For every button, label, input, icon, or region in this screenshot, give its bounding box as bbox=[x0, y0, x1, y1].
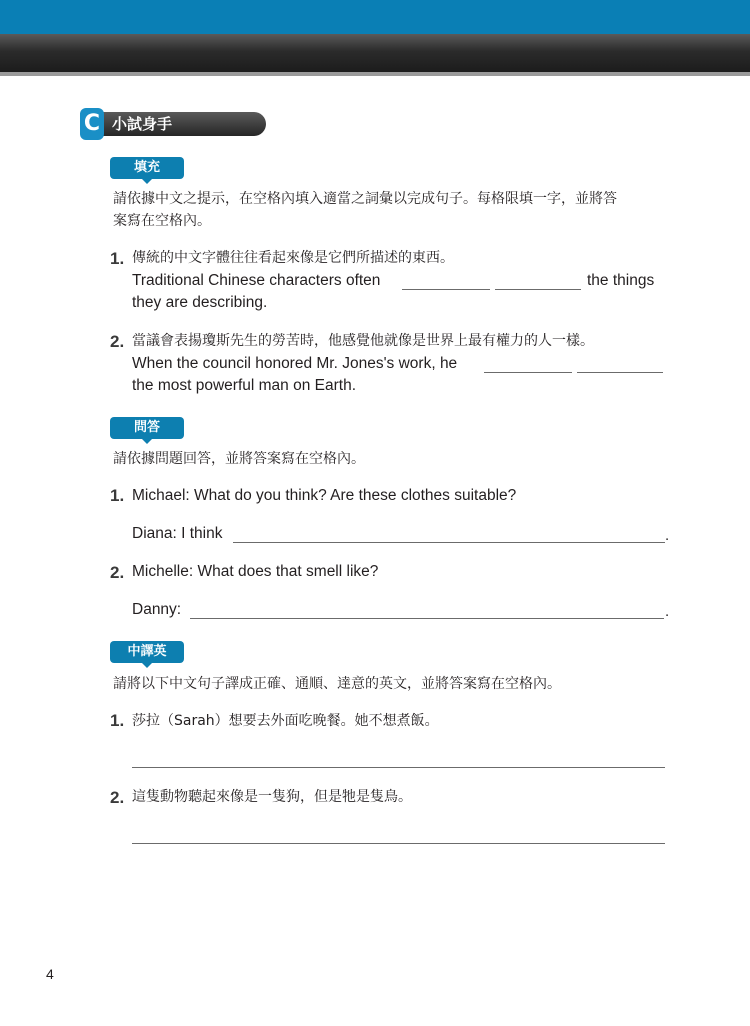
section-badge: C bbox=[80, 108, 104, 140]
section-title: 小試身手 bbox=[112, 115, 173, 133]
qa-item-2-question: Michelle: What does that smell like? bbox=[132, 563, 379, 580]
qa-item-2-answer-prefix: Danny: bbox=[132, 601, 182, 618]
fill-item-2-blank-2[interactable] bbox=[577, 372, 663, 373]
fill-item-1-english-line2: they are describing. bbox=[132, 294, 268, 311]
translate-item-2-answer-line[interactable] bbox=[132, 843, 665, 844]
qa-tab: 問答 bbox=[110, 417, 184, 439]
translate-item-2-text: 這隻動物聽起來像是一隻狗，但是牠是隻鳥。 bbox=[132, 789, 412, 805]
qa-item-2-number: 2. bbox=[110, 563, 125, 582]
fill-item-1-chinese: 傳統的中文字體往往看起來像是它們所描述的東西。 bbox=[132, 250, 454, 266]
fill-item-2-chinese: 當議會表揚瓊斯先生的勞苦時，他感覺他就像是世界上最有權力的人一樣。 bbox=[132, 333, 594, 349]
fill-instruction-line1: 請依據中文之提示，在空格內填入適當之詞彙以完成句子。每格限填一字，並將答 bbox=[113, 191, 617, 207]
translate-item-1-answer-line[interactable] bbox=[132, 767, 665, 768]
qa-item-1-answer-prefix: Diana: I think bbox=[132, 525, 223, 542]
fill-item-2-number: 2. bbox=[110, 332, 125, 351]
qa-item-1-answer-line[interactable] bbox=[233, 542, 665, 543]
fill-instruction-line2: 案寫在空格內。 bbox=[113, 213, 211, 229]
page-number: 4 bbox=[46, 966, 54, 982]
qa-instruction: 請依據問題回答，並將答案寫在空格內。 bbox=[113, 451, 365, 467]
qa-item-1-number: 1. bbox=[110, 486, 125, 505]
fill-item-1-english-post: the things bbox=[587, 272, 655, 289]
qa-item-2-answer-line[interactable] bbox=[190, 618, 664, 619]
fill-item-2-english: When the council honored Mr. Jones's work, he bbox=[132, 355, 458, 372]
section-header bbox=[80, 112, 266, 136]
fill-item-2-blank-1[interactable] bbox=[484, 372, 572, 373]
fill-item-1-blank-2[interactable] bbox=[495, 289, 581, 290]
header-divider bbox=[0, 72, 750, 76]
header-dark-bar bbox=[0, 34, 750, 72]
translate-item-2-number: 2. bbox=[110, 788, 125, 807]
header-blue-bar bbox=[0, 0, 750, 34]
qa-item-1-period: . bbox=[665, 527, 670, 544]
translate-item-1-number: 1. bbox=[110, 711, 125, 730]
translate-instruction: 請將以下中文句子譯成正確、通順、達意的英文，並將答案寫在空格內。 bbox=[113, 676, 561, 692]
translate-item-1-text: 莎拉（Sarah）想要去外面吃晚餐。她不想煮飯。 bbox=[132, 713, 439, 729]
translate-tab: 中譯英 bbox=[110, 641, 184, 663]
fill-item-1-number: 1. bbox=[110, 249, 125, 268]
qa-item-2-period: . bbox=[665, 603, 670, 620]
fill-item-2-english-line2: the most powerful man on Earth. bbox=[132, 377, 357, 394]
fill-item-1-english: Traditional Chinese characters often bbox=[132, 272, 381, 289]
fill-tab: 填充 bbox=[110, 157, 184, 179]
fill-item-1-blank-1[interactable] bbox=[402, 289, 490, 290]
qa-item-1-question: Michael: What do you think? Are these clothes suitable? bbox=[132, 487, 517, 504]
